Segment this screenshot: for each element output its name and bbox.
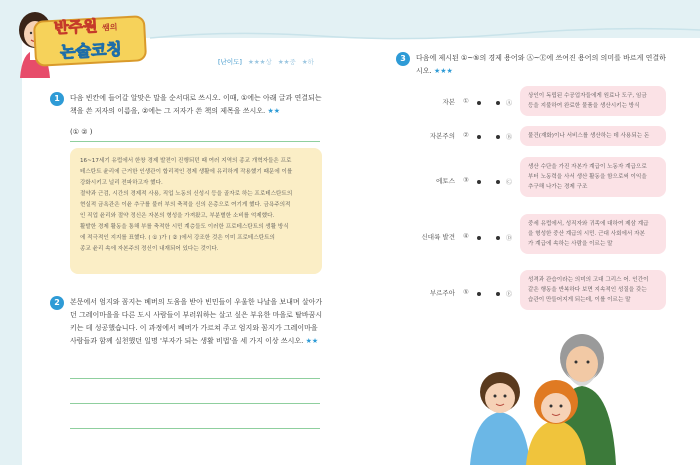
def-connector-dot[interactable] bbox=[496, 101, 500, 105]
term-connector-dot[interactable] bbox=[477, 101, 481, 105]
question-1-stars: ★★ bbox=[267, 107, 281, 115]
passage-line: 활발한 경제 활동을 통해 부를 축적한 시민 계층들도 이러한 프로테스탄트의 생활 방식 bbox=[80, 224, 289, 230]
term-number: ① bbox=[463, 97, 469, 105]
answer-line-3[interactable] bbox=[70, 428, 320, 429]
question-2-number: 2 bbox=[50, 296, 64, 310]
def-letter: Ⓑ bbox=[506, 134, 513, 141]
question-2-stars: ★★ bbox=[305, 337, 319, 345]
definition-line: 같은 행동을 반복하다 보면 지속적인 성질을 갖는 bbox=[528, 287, 647, 293]
term-number: ② bbox=[463, 131, 469, 139]
def-connector-dot[interactable] bbox=[496, 135, 500, 139]
term-connector-dot[interactable] bbox=[477, 180, 481, 184]
term-connector-dot[interactable] bbox=[477, 292, 481, 296]
definition-box bbox=[520, 270, 666, 310]
definition-line: 추구해 나가는 경제 구조 bbox=[528, 184, 588, 190]
characters-illustration bbox=[470, 320, 640, 465]
question-2-line: 사람들과 함께 실천했던 일명 '부자가 되는 생활 비법'을 세 가지 이상 쓰시오. bbox=[70, 337, 304, 345]
definition-line: 을 형성한 중산 계급의 시민. 근대 사회에서 자본 bbox=[528, 231, 645, 237]
question-1-line-1: 다음 빈칸에 들어갈 알맞은 말을 순서대로 쓰시오. 이때, ①에는 아래 글과 연결되는 bbox=[70, 94, 322, 102]
question-3-number: 3 bbox=[396, 52, 410, 66]
definition-line: 물건(재화)이나 서비스를 생산하는 데 사용되는 돈 bbox=[528, 133, 650, 139]
definition-line: 상인이 독립된 수공업자들에게 원료나 도구, 임금 bbox=[528, 93, 647, 99]
passage-line: 현실적 금욕관은 이윤 추구를 불러 부의 축적을 신의 은총으로 여기게 했다. 금욕주의적 bbox=[80, 202, 291, 208]
def-letter: Ⓒ bbox=[506, 179, 513, 186]
term-number: ④ bbox=[463, 232, 469, 240]
passage-line: 인 직업 윤리와 절약 정신은 자본의 형성을 가져왔고, 부분별한 소비를 억제했다. bbox=[80, 213, 275, 219]
def-connector-dot[interactable] bbox=[496, 292, 500, 296]
passage-line: 강화시키고 널리 전파하고자 했다. bbox=[80, 180, 163, 186]
question-3-line-1: 다음에 제시된 ①~⑤의 경제 용어와 Ⓐ~Ⓔ에 쓰여진 용어의 의미를 바르게 연결하 bbox=[416, 54, 666, 62]
answer-line-1[interactable] bbox=[70, 378, 320, 379]
def-connector-dot[interactable] bbox=[496, 180, 500, 184]
passage-line: 테스탄트 윤리에 근거한 인생관이 합리적인 경제 생활에 유리하게 작용했기 때문에 이를 bbox=[80, 169, 293, 175]
definition-line: 습관이 만들어지게 되는데, 이를 이르는 말 bbox=[528, 297, 631, 303]
question-1-number: 1 bbox=[50, 92, 64, 106]
term-connector-dot[interactable] bbox=[477, 135, 481, 139]
def-connector-dot[interactable] bbox=[496, 236, 500, 240]
difficulty-low: ★하 bbox=[301, 58, 314, 66]
def-letter: Ⓓ bbox=[506, 235, 513, 242]
answer-line-2[interactable] bbox=[70, 403, 320, 404]
definition-line: 성격과 관습이라는 의미의 고대 그리스 어. 인간이 bbox=[528, 277, 649, 283]
definition-box bbox=[520, 126, 666, 146]
passage-line: 종교 윤리 속에 자본주의 정신이 내재되어 있다는 것이다. bbox=[80, 246, 219, 252]
difficulty-mid: ★★중 bbox=[277, 58, 296, 66]
definition-box bbox=[520, 214, 666, 254]
term-connector-dot[interactable] bbox=[477, 236, 481, 240]
definition-line: 등을 지불하여 완료한 물품을 생산시키는 방식 bbox=[528, 103, 640, 109]
definition-line: 가 계급에 속하는 사람을 이르는 말 bbox=[528, 241, 613, 247]
question-1-text bbox=[70, 92, 330, 118]
definition-line: 생산 수단을 가진 자본가 계급이 노동자 계급으로 bbox=[528, 164, 647, 170]
definition-box bbox=[520, 157, 666, 197]
wave-decoration bbox=[150, 0, 700, 60]
question-3-text bbox=[416, 52, 678, 78]
question-2-line: 던 그레이마을을 다른 도시 사람들이 부러워하는 살고 싶은 부유한 마을로 탈바꿈시 bbox=[70, 311, 323, 319]
term-label: 신대륙 발견 bbox=[421, 233, 455, 241]
logo-title: 논술코칭 bbox=[59, 39, 123, 62]
term-label: 자본 bbox=[442, 98, 455, 106]
term-number: ③ bbox=[463, 176, 469, 184]
question-2-line: 본문에서 엄지와 꼼지는 베버의 도움을 받아 빈민들이 우울한 나날을 보내며 살아가 bbox=[70, 298, 323, 306]
definition-line: 부터 노동력을 사서 생산 활동을 함으로써 이익을 bbox=[528, 174, 647, 180]
def-letter: Ⓔ bbox=[506, 291, 513, 298]
definition-box bbox=[520, 86, 666, 116]
question-3-line-2: 시오. bbox=[416, 67, 432, 75]
question-1-passage bbox=[70, 148, 322, 274]
term-label: 부르주아 bbox=[429, 289, 455, 297]
question-2-text bbox=[70, 296, 332, 348]
term-label: 자본주의 bbox=[429, 132, 455, 140]
logo bbox=[4, 4, 154, 74]
question-1-line-2: 책을 쓴 저자의 이름을, ②에는 그 저자가 쓴 책의 제목을 쓰시오. bbox=[70, 107, 266, 115]
difficulty-legend bbox=[218, 57, 314, 66]
question-2-line: 키는 데 성공했습니다. 이 과정에서 베버가 가르쳐 주고 엄지와 꼼지가 그레이마을 bbox=[70, 324, 318, 332]
difficulty-high: ★★★상 bbox=[248, 58, 272, 66]
definition-line: 중세 유럽에서, 성직자와 귀족에 대하여 제삼 계급 bbox=[528, 221, 649, 227]
question-1-answer-blank[interactable] bbox=[70, 128, 320, 142]
logo-suffix: 쌤의 bbox=[101, 22, 118, 33]
term-label: 에토스 bbox=[436, 177, 455, 185]
logo-name: 반주원 bbox=[53, 16, 98, 38]
def-letter: Ⓐ bbox=[506, 100, 513, 107]
question-3-stars: ★★★ bbox=[433, 67, 453, 75]
term-number: ⑤ bbox=[463, 288, 469, 296]
difficulty-label: [난이도] bbox=[218, 58, 242, 66]
passage-line: 절약과 근검, 시간의 경제적 사용, 직업 노동의 신성시 등을 골자로 하는 프로테스탄트의 bbox=[80, 191, 293, 197]
question-1-blank-text: (① ② ) bbox=[70, 128, 93, 136]
passage-line: 16~17세기 유럽에서 한창 경제 발전이 진행되던 때 여러 지역의 종교 개혁자들은 프로 bbox=[80, 158, 292, 164]
passage-line: 에 적극적인 지지를 표했다. ( ① )가 ( ② )에서 강조한 것은 이미 프로테스탄트의 bbox=[80, 235, 275, 241]
